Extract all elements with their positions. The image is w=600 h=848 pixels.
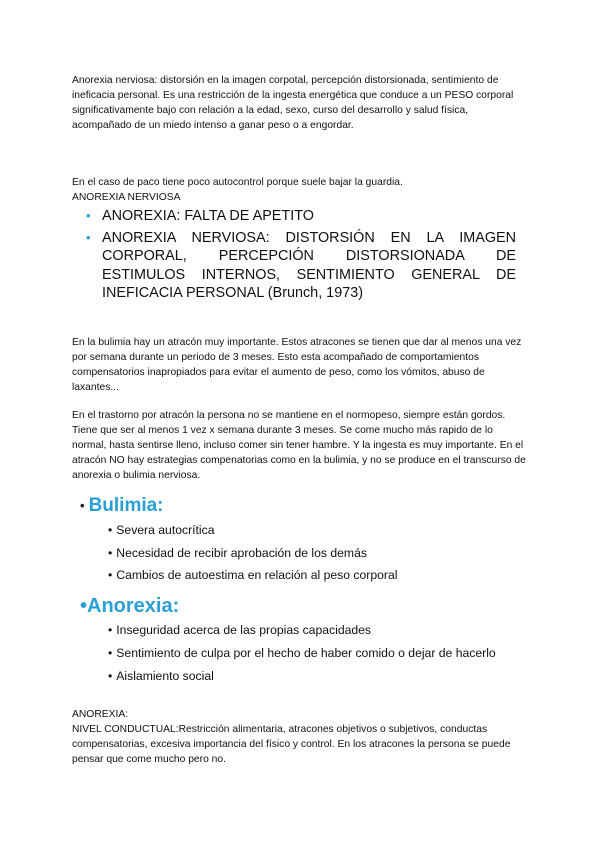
bullet-icon: • [108,568,113,583]
list-item-text: Severa autocrítica [116,523,215,537]
anorexia-list [80,619,540,687]
conductual-paragraph [72,707,528,767]
list-item-text: Aislamiento social [116,668,214,683]
bullet-icon: • [108,668,113,683]
list-item [108,564,540,587]
slide-item-text: ANOREXIA: FALTA DE APETITO [102,208,314,224]
list-item [108,542,540,565]
anorexia-title: •Anorexia: [80,595,180,618]
intro-paragraph: Anorexia nerviosa: distorsión en la imagen corpotal, percepción distorsionada, sentimiento de ineficacia personal. Es una restricción de la ingesta energética que conduce a un PESO corporal significativamente bajo con relación a la edad, sexo, curso del desarrollo y salud física, acompañado de un miedo intenso a ganar peso o a engordar. [72,75,514,131]
bullet-icon: • [80,498,85,513]
bulimia-heading [80,493,540,519]
bullet-icon: • [86,229,91,245]
slide-item [86,229,516,303]
slide-item [86,207,516,226]
anorexia-label: ANOREXIA: [72,709,129,720]
list-item [108,665,540,688]
list-item-text: Inseguridad acerca de las propias capacidades [116,623,372,638]
list-item-text: Necesidad de recibir aprobación de los demás [116,545,367,560]
list-item-text: Sentimiento de culpa por el hecho de haber comido o dejar de hacerlo [116,645,496,660]
bulimia-title: Bulimia: [88,495,164,517]
list-item-text: Cambios de autoestima en relación al peso corporal [116,568,398,583]
anorexia-heading [80,593,540,619]
bullet-icon: • [108,523,113,537]
slide-item-text: ANOREXIA NERVIOSA: DISTORSIÓN EN LA IMAGEN CORPORAL, PERCEPCIÓN DISTORSIONADA DE ESTIMULOS INTERNOS, SENTIMIENTO GENERAL DE INEFICACIA PERSONAL (Brunch, 1973) [102,229,516,301]
bulimia-list [80,519,540,587]
bullet-icon: • [86,208,91,223]
paco-paragraph [72,175,528,205]
atracon-paragraph: En el trastorno por atracón la persona no se mantiene en el normopeso, siempre están gordos. Tiene que ser al menos 1 vez x semana durante 3 meses. Se come mucho más rapido de lo normal, hasta sentirse lleno, incluso comer sin tener hambre. Y la ingesta es muy importante. En el atracón NO hay estrategias compenatorias como en la bulimia, y no se produce en el transcurso de anorexia o bulimia nerviosa. [72,410,526,481]
paco-line: En el caso de paco tiene poco autocontrol porque suele bajar la guardia. [72,177,403,188]
list-item [108,519,540,542]
slide-anorexia-definitions [86,207,516,306]
nivel-conductual-text: NIVEL CONDUCTUAL:Restricción alimentaria, atracones objetivos o subjetivos, conductas compensatorias, excesiva importancia del físico y control. En los atracones la persona se puede pensar que come mucho pero no. [72,724,511,765]
bullet-icon: • [108,623,113,638]
bulimia-paragraph: En la bulimia hay un atracón muy importante. Estos atracones se tienen que dar al menos una vez por semana durante un periodo de 3 meses. Esto esta acompañado de comportamientos compensatorios inapropiados para evitar el aumento de peso, como los vómitos, abuso de laxantes... [72,337,522,393]
bullet-icon: • [108,645,113,660]
bullet-icon: • [108,545,113,560]
list-item [108,619,540,642]
anorexia-nerviosa-label: ANOREXIA NERVIOSA [72,192,181,203]
list-item [108,642,540,665]
slide-bulimia-anorexia [80,493,540,687]
